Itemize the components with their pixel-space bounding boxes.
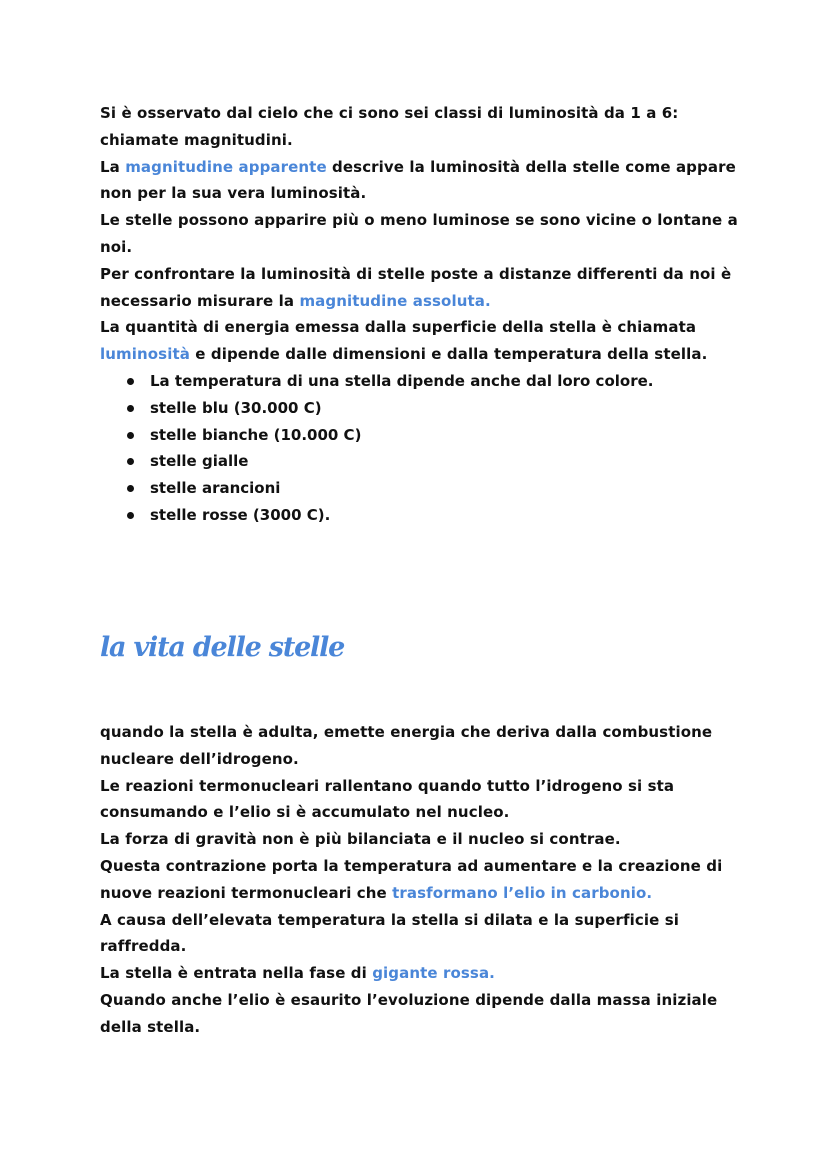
paragraph-reactions-slow: Le reazioni termonucleari rallentano quando tutto l’idrogeno si sta consumando e l’elio si è accumulato nel nucleo. [100,776,675,822]
paragraph-magnitude-classes: Si è osservato dal cielo che ci sono sei classi di luminosità da 1 a 6: chiamate magnitudini. [100,104,679,149]
section-heading: la vita delle stelle [100,632,345,663]
highlight-luminosity: luminosità [100,345,190,364]
bullet-icon [127,378,134,385]
paragraph-absolute-magnitude: Per confrontare la luminosità di stelle poste a distanze differenti da noi è necessario misurare la magnitudine assoluta. [100,264,732,310]
bullet-icon [127,485,134,492]
paragraph-red-giant: La stella è entrata nella fase di gigante rossa. [100,964,495,983]
paragraph-expansion: A causa dell’elevata temperatura la stella si dilata e la superficie si raffredda. [100,910,679,956]
paragraph-gravity: La forza di gravità non è più bilanciata e il nucleo si contrae. [100,830,621,849]
list-item: stelle arancioni [100,475,740,502]
list-item: stelle blu (30.000 C) [100,395,740,422]
highlight-absolute-magnitude: magnitudine assoluta. [299,291,491,310]
list-item: La temperatura di una stella dipende anche dal loro colore. [100,368,740,395]
bullet-icon [127,512,134,519]
section-luminosity [100,100,740,529]
bullet-list-star-colors [100,368,740,529]
paragraph-luminosity: La quantità di energia emessa dalla superficie della stella è chiamata luminosità e dipende dalle dimensioni e dalla temperatura della stella. [100,318,708,364]
bullet-icon [127,458,134,465]
list-item: stelle rosse (3000 C). [100,502,740,529]
bullet-icon [127,405,134,412]
list-item: stelle bianche (10.000 C) [100,422,740,449]
highlight-apparent-magnitude: magnitudine apparente [125,157,327,176]
paragraph-contraction: Questa contrazione porta la temperatura ad aumentare e la creazione di nuove reazioni termonucleari che trasformano l’elio in carbonio. [100,856,723,902]
paragraph-adult-star: quando la stella è adulta, emette energia che deriva dalla combustione nucleare dell’idrogeno. [100,723,713,768]
section-star-life [100,719,740,1041]
paragraph-apparent-magnitude: La magnitudine apparente descrive la luminosità della stelle come appare non per la sua vera luminosità. [100,157,736,203]
paragraph-distance: Le stelle possono apparire più o meno luminose se sono vicine o lontane a noi. [100,211,738,256]
paragraph-evolution: Quando anche l’elio è esaurito l’evoluzione dipende dalla massa iniziale della stella. [100,990,718,1036]
highlight-red-giant: gigante rossa. [372,964,495,983]
bullet-icon [127,432,134,439]
list-item: stelle gialle [100,448,740,475]
highlight-helium-to-carbon: trasformano l’elio in carbonio. [392,883,653,902]
